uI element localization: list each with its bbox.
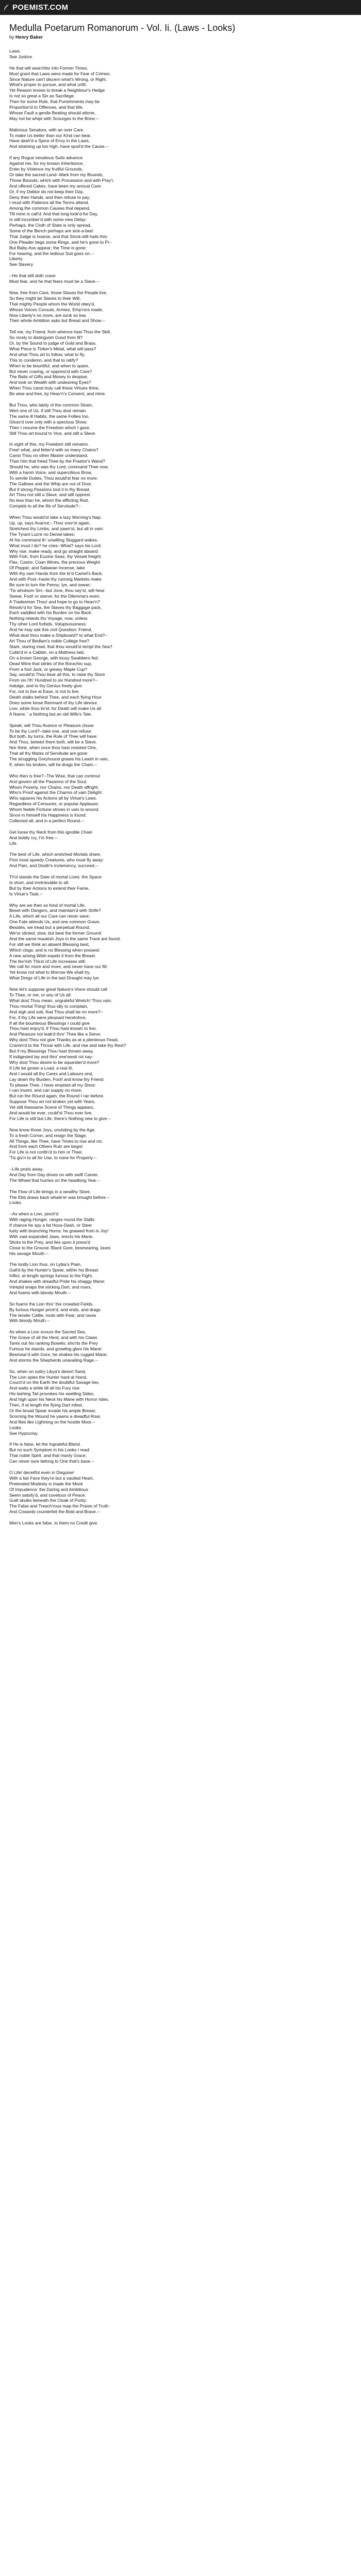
poem-line: When Thou canst truly call these Virtues thine,	[9, 385, 100, 391]
site-header	[0, 0, 361, 15]
poem-line: Does some loose Remnant of thy Life devour.	[9, 700, 98, 705]
poem-line: Couch'd on the Earth the doubtful Savage lies,	[9, 1380, 100, 1385]
poem-line: And he may ask this civil Question: Friend,	[9, 627, 92, 633]
poem-line: Since in himself his Happiness is found:	[9, 812, 87, 818]
poem-line: Life.	[9, 840, 18, 846]
poem-line: And offered Cakes, have been my annual Care:	[9, 183, 102, 189]
poem-line: The Grave of all the Herd, and with his Claws	[9, 1335, 97, 1341]
poem-stanza	[9, 852, 352, 869]
poem-line: The struggling Greyhound gnaws his Leash in vain,	[9, 756, 109, 762]
poem-line: The Flow of Life brings in a wealthy Store.	[9, 1189, 91, 1194]
poem-line: What Dregs of Life in the last Draught may lye.	[9, 975, 100, 981]
poem-line: Cubb'd in a Cabbin, on a Mattress laid,	[9, 649, 85, 655]
poem-line: Laws.	[9, 48, 21, 54]
poem-stanza	[9, 1329, 352, 1363]
poem-byline	[9, 34, 352, 41]
logo-text: POEMIST.COM	[12, 3, 69, 12]
poem-line: If Life be grown a Load, a real Ill,	[9, 1065, 73, 1071]
poem-line: A new arising Wish expels it from the Breast.	[9, 953, 96, 958]
poem-line: Th'd stands the Date of mortal Lives: the Space	[9, 874, 102, 879]
poem-line: If all the bounteous Blessings I could give	[9, 1020, 90, 1026]
poem-line: And govern all the Passions of the Soul;	[9, 778, 87, 784]
poem-line: Up, up, says Avarice;--Thou snor'st again,	[9, 520, 91, 526]
poem-stanza	[9, 402, 352, 436]
poem-line: For still we think an absent Blessing best,	[9, 941, 90, 947]
poem-line: And foams with bloody Mouth.--	[9, 1290, 71, 1295]
poem-line: With raging Hunger, ranges round the Stalls:	[9, 1217, 96, 1223]
poem-line: Is Virtue's Task.--	[9, 891, 43, 896]
feather-icon	[3, 4, 10, 11]
poem-line: That Judge is hoarse, and that Stock-still hails this:	[9, 233, 108, 239]
poem-line: The Gallows and the Whip are out of Door.	[9, 481, 92, 486]
poem-line: Why dost Thou desire to be squander'd more?	[9, 1059, 100, 1065]
poem-line: Be sure to turn the Penny; lye, and swear;	[9, 582, 91, 587]
poem-line: Compels to all the Ills of Servitude?--	[9, 503, 81, 509]
poem-line: Thou hast enjoy'd, if Thou hast known to live,	[9, 1026, 97, 1031]
poem-line: What must I do? he cries--What? says his Lord:	[9, 543, 102, 548]
poem-stanza	[9, 829, 352, 846]
poem-line: --He that still doth crave	[9, 273, 56, 279]
poem-line: The tender Cattle, mute with Fear; and raves	[9, 1312, 96, 1318]
poem-line: Or, if my Debtor do not keep their Day,	[9, 189, 84, 194]
poem-line: To servile Duties, Thou would'st fear no more:	[9, 475, 99, 481]
poem-line: Then I resume the Freedom which I gave,	[9, 425, 91, 430]
poem-line: And look on Wealth with undesiring Eyes?	[9, 380, 91, 385]
poem-line: Than him that freed Thee by the Praetor's Wand?	[9, 459, 105, 464]
poem-stanza	[9, 1189, 352, 1206]
poem-line: 'Tis wholsom Sin:--but Jove, thou say'st, will hear:	[9, 587, 106, 593]
poem-line: And Pleasure not leak'd thro' Thee like a Sieve;	[9, 1031, 101, 1037]
poem-line: Yet know not what to Morrow We shall try,	[9, 970, 91, 975]
poem-line: Perhaps, the Cloth of State is only spread,	[9, 223, 92, 228]
poem-line: And boldly cry, I'm free.--	[9, 835, 58, 840]
poem-body	[9, 48, 352, 1526]
poem-line: The Ebb draws back whate'er was brought before.--	[9, 1194, 110, 1200]
poem-line: But both, by turns, the Rule of Thee will have:	[9, 734, 98, 739]
poem-line: By furious Hunger prick'd, and ends, and drags	[9, 1307, 101, 1312]
poem-line: For, if thy Life were pleasant heretofore,	[9, 1014, 87, 1020]
poem-line: And the same maukish Joys in the same Track are found.	[9, 936, 121, 941]
poem-line: A Name, ' a Nothing but an old Wife's Tale.	[9, 711, 92, 717]
poem-line: Wert one of Us, if still Thou dost remain	[9, 408, 86, 413]
poem-line: Seem satisfy'd, and covetous of Peace:	[9, 1492, 86, 1498]
poem-line: With bloody Mouth.--	[9, 1318, 50, 1324]
poem-line: Dead Wine that stinks of the Borachio sup,	[9, 660, 92, 666]
poem-line: Guilt skulks beneath the Cloak of Purity:	[9, 1498, 87, 1503]
poem-title: Medulla Poetarum Romanorum - Vol. Ii. (Laws - Looks)	[9, 23, 236, 33]
poem-line: Each saddled with his Burden on his Back:	[9, 610, 92, 616]
poem-line: The Wheel that hurries on the headlong Year.--	[9, 1177, 101, 1183]
poem-line: If He is false, let the Ingrateful Blend.	[9, 1442, 81, 1447]
poem-line: What dost Thou mean, ungrateful Wretch! Thou vain,	[9, 997, 112, 1003]
poem-line: Which clogs, and is no Blessing when possest:	[9, 947, 101, 953]
poem-line: Still Thou art bound to Vice, and still a Slave.	[9, 430, 96, 436]
poem-line: The False and Treach'rous reap the Praise of Truth:	[9, 1503, 110, 1509]
poem-line: Art Thou of Bedlam's noble College free?	[9, 638, 90, 644]
poem-line: He that will searchfar into Former Times,	[9, 65, 88, 71]
poem-line: Malicious Senators, with an over Care	[9, 127, 84, 132]
poem-line: That all thy Marks of Servitude are gone:	[9, 751, 89, 756]
poem-line: See Hypocrisy.	[9, 1430, 39, 1436]
poem-line: Scorning the Wound he yawns a dreadful Roar,	[9, 1413, 101, 1419]
poem-line: That mighty People whom the World obey'd,	[9, 301, 95, 307]
poem-line: And Day from Day drives on with swift Career,	[9, 1172, 99, 1177]
poem-line: May not be whipt with Scourges to the Bone.--	[9, 115, 99, 121]
poem-line: Must grant that Laws were made for Fear of Crimes:	[9, 71, 111, 76]
poem-line: And Thou, betwixt them both, wilt be a Slave.	[9, 739, 97, 745]
poem-line: Some of the Bench perhaps are sick-a-bed:	[9, 228, 94, 233]
poem-stanza	[9, 1301, 352, 1324]
poem-line: Nothing retards thy Voyage, now, unless	[9, 616, 88, 621]
poem-line: For Life is not confin'd to him or Thee;	[9, 1149, 83, 1155]
poem-line: Who squares his Actions all by Virtue's Laws,	[9, 795, 97, 801]
poem-line: Furious he stands, and growling glars his Mane:	[9, 1346, 103, 1351]
poem-line: In sight of this, my Freedom still remains.	[9, 442, 89, 447]
poem-line: Is short, and irretrievable to all:	[9, 879, 70, 885]
poem-line: And what Thou art to follow, what to fly,	[9, 351, 86, 357]
poem-line: Their whole Ambition asks but Bread and Show.--	[9, 318, 105, 324]
poem-line: Indulge, and to thy Genius freely give:	[9, 683, 83, 689]
poem-line: Be wise and free, by Heav'n's Consent, and mine.	[9, 391, 106, 397]
poem-line: Inflict, at length springs furious to the Fight,	[9, 1273, 93, 1279]
poem-line: As when a Lion scours the Sacred Sea,	[9, 1329, 86, 1335]
poem-line: Whom Poverty, nor Chains, nor Death affright;	[9, 784, 99, 790]
poem-line: A Life, which all our Care can never save;	[9, 913, 90, 919]
poem-line: And straining up too high, have spoil'd the Cause.--	[9, 144, 109, 149]
poem-stanza	[9, 127, 352, 150]
poem-line: Have dash'd a Spice of Envy in the Laws,	[9, 138, 90, 144]
poem-line: That noble Spirit, and that manly Grace,	[9, 1453, 87, 1459]
poem-stanza	[9, 903, 352, 981]
poem-line: What's proper to pursue, and what unfit:	[9, 82, 87, 88]
poem-line: From a foul Jack, or greasy Maple Cup?	[9, 666, 88, 672]
poem-stanza	[9, 773, 352, 824]
poem-line: 'Tis giv'n to all for Use, to none for Property.--	[9, 1155, 97, 1161]
poem-line: Intrepid snaps the sticking Dart, and roars,	[9, 1284, 92, 1290]
poem-line: But if my Blessings Thou hast thrown away,	[9, 1048, 94, 1054]
poem-line: With a harsh Voice, and supercilious Brow,	[9, 469, 92, 475]
poem-line: And storms the Shepherds unavailing Rage.--	[9, 1357, 98, 1363]
poem-line: We call for more and more, and never have our fill:	[9, 964, 108, 970]
poem-line: Is not so great a Sin as Sacrilege.	[9, 93, 75, 99]
poem-line: Why dost Thou not give Thanks as at a plenteous Feast,	[9, 1037, 119, 1043]
poem-line: Should he, who was thy Lord, command Thee now,	[9, 464, 109, 469]
poem-line: And flies like Lightning on the hostile Moor.--	[9, 1419, 95, 1425]
poem-line: Why are we then so fond of mortal Life,	[9, 902, 86, 908]
poem-line: No less than he, whom the afflicting Rod,	[9, 498, 89, 503]
poem-line: See Justice.	[9, 54, 34, 59]
poem-line: Cramm'd to the Throat with Life, and rise and take thy Rest?	[9, 1043, 126, 1048]
poem-line: Of Impudence: the Daring and Ambitious	[9, 1486, 89, 1492]
poem-line: And would be ever, could'st Thou ever live;	[9, 1110, 93, 1116]
poem-line: So they might be Slaves to their Will,	[9, 295, 81, 301]
poem-line: The fev'rish Thirst of Life increases still:	[9, 958, 86, 964]
poem-line: Tell me, my Friend, from whence hast Thou the Skill,	[9, 329, 111, 335]
poem-stanza	[9, 987, 352, 1122]
poem-line: Or the broad Spear invade his ample Breast,	[9, 1408, 96, 1413]
site-logo[interactable]	[3, 3, 68, 12]
poem-line: Besides, we tread but a perpetual Round;	[9, 925, 90, 930]
poem-line: Must fear, and he that fears must be a Slave.--	[9, 279, 100, 284]
poem-line: Free! what, and fetter'd with so many Chains?	[9, 447, 99, 453]
poem-stanza	[9, 1262, 352, 1295]
poem-line: If chance he spy a fat Hous-Dash, or Steer	[9, 1223, 92, 1228]
poem-line: From six i'th' Hundred to six Hundred more?--	[9, 677, 98, 683]
poem-line: If indigested lay and thro' ene'westi rot nay:	[9, 1054, 93, 1059]
poem-stanza	[9, 1211, 352, 1256]
poem-line: And waits a while till all his Fury rise:	[9, 1385, 80, 1391]
poem-line: A Tradesman Thou! and hope to go to Heav'n?	[9, 599, 100, 604]
poem-line: With a fair Face they're but a vaulted Heart,	[9, 1475, 94, 1481]
poem-line: Live, while thou liv'st; for Death will make Us all	[9, 705, 101, 711]
poem-line: Or, by the Sound to judge of Gold and Brass,	[9, 341, 97, 346]
poem-line: Among the common Causes that depend,	[9, 206, 90, 211]
poem-line: Can never sure belong to One that's base.--	[9, 1459, 95, 1464]
poem-line: For hearing, and the tedious Suit goes on.--	[9, 250, 94, 256]
poem-line: Lay down thy Burden, Fool! and know thy Friend.	[9, 1076, 105, 1082]
poem-stanza	[9, 874, 352, 897]
poem-line: --As when a Lion, pinch'd	[9, 1211, 59, 1217]
poem-stanza	[9, 1442, 352, 1464]
poem-line: Suppose Thou art not broken yet with Years,	[9, 1099, 96, 1105]
poem-line: Canst Thou no other Master understand,	[9, 453, 88, 459]
poem-line: To a fresh Corner, and resign the Stage.	[9, 1132, 87, 1138]
poem-stanza	[9, 1470, 352, 1515]
poem-line: To please Thee, I have emptied all my Store:	[9, 1082, 96, 1088]
poem-line: The lordly Lion thus, on Lybia's Plain,	[9, 1262, 82, 1267]
poem-line: But no such Symptom in his Looks I read:	[9, 1447, 90, 1453]
poem-stanza	[9, 329, 352, 397]
poem-line: To be thy Lord?--take one, and one refuse.	[9, 728, 92, 734]
poem-stanza	[9, 515, 352, 717]
poem-line: Besmear'd with Gore, he shakes his rugged Mane;	[9, 1351, 108, 1357]
poem-line: For, not to live at Ease, is not to live.	[9, 689, 80, 694]
poem-line: Now Liberty's no more, are sunk so low,	[9, 312, 87, 318]
poem-line: Beset with Dangers, and maintain'd with Strife?	[9, 908, 101, 913]
poem-line: Stark, staring mad, that thou would'st tempt the Sea?	[9, 643, 112, 649]
poem-line: So nicely to distinguish Good from Ill?	[9, 335, 83, 341]
poem-line: Whose Fault a gentle Beating should attone,	[9, 110, 96, 115]
poem-line: At his command th' unwilling Sluggard wakes.	[9, 537, 99, 543]
poem-stanza	[9, 1166, 352, 1183]
poem-line: Get loose thy Neck from this ignoble Chain	[9, 829, 93, 835]
poem-line: Enter by Violence my fruitful Grounds,	[9, 166, 83, 172]
poem-line: Death stalks behind Thee, and each flying Hour	[9, 694, 102, 700]
poem-line: I must with Patience all the Terms attend,	[9, 200, 89, 206]
poem-line: Is still incumber'd with some new Delay:	[9, 217, 87, 223]
poem-line: Pretended Modesty is made the Mock	[9, 1481, 83, 1486]
poem-line: Men's Looks are false, to them no Credit give.	[9, 1520, 99, 1526]
poem-line: Looks.	[9, 1200, 23, 1206]
poem-line: Then, if at length the flying Dart infest,	[9, 1402, 84, 1408]
poem-line: But if strong Passions lord it in thy Breast,	[9, 486, 91, 492]
poem-line: All Things, like Thee, have Times to rise and rot,	[9, 1138, 103, 1144]
poem-line: Art Thou not still a Slave, and still opprest.	[9, 492, 91, 498]
poem-line: Sticks to the Prey, and lies upon it press'd	[9, 1239, 90, 1245]
poem-line: Then for some Rule, that Punishments may be	[9, 99, 100, 105]
poem-stanza	[9, 48, 352, 60]
poem-line: Liberty.	[9, 256, 24, 262]
poem-line: Resolv'd for Sea, the Slaves thy Baggage pack,	[9, 604, 102, 610]
poem-line: Who then is free?--The Wise, that can controul	[9, 773, 100, 778]
poem-line: And shakes with dreadful Pride his shaggy Mane:	[9, 1279, 106, 1284]
poem-stanza	[9, 155, 352, 267]
poem-line: One Fate attends Us, and one common Grave.	[9, 919, 101, 925]
poem-line: Whom feeble Fortune strives in vain to wound,	[9, 807, 100, 812]
poem-line: If any Rogue vexatious Suits advance	[9, 155, 83, 161]
poem-line: And I would all thy Cares and Labours end,	[9, 1071, 93, 1076]
poem-line: O Life! deceitful even in Disguise!	[9, 1469, 75, 1475]
poem-line: And Pain, and Death's inclemency, succeed.--	[9, 863, 99, 869]
poem-line: So, when on sultry Libya's desert Sand,	[9, 1368, 87, 1374]
poem-line: With Fish, from Euxine Seas, thy Vessel freight;	[9, 554, 102, 560]
poem-line: When Thou would'st take a lazy Morning's Nap;	[9, 515, 102, 520]
poem-line: Now know those Joys, unvisiting by the Age,	[9, 1127, 96, 1132]
poem-line: Thou mortal Thing! thus idly to complain,	[9, 1003, 88, 1009]
poem-line: And sigh and sob, that Thou shalt be no more?--	[9, 1009, 104, 1014]
poem-line: Regardless of Censures, or popular Applause;	[9, 801, 99, 807]
poem-line: With thy own Hands from the tir'd Camel's Back;	[9, 571, 103, 577]
poem-line: If, when his broken, will he drags the Chain.--	[9, 761, 97, 767]
poem-line: lusty with branching Horns: he gnawed from in Joy!	[9, 1228, 109, 1233]
poem-line: Of Pepper, and Sabaean Incense, take	[9, 565, 85, 571]
poem-line: His savage Mouth.--	[9, 1250, 49, 1256]
poem-content	[9, 23, 352, 1532]
poem-line: But never craving, or oppress'd with Care?	[9, 368, 92, 374]
poem-line: Or take the sacred Land--Mark from my Bounds;	[9, 172, 104, 177]
poem-line: This to condemn, and that to ratify?	[9, 357, 78, 363]
poem-line: Swear, Fool! or starve: for the Dilemma's even:	[9, 593, 101, 599]
poem-line: Against me, for my known Inheritance,	[9, 161, 84, 166]
poem-line: But run the Round again, the Round I ran before.	[9, 1093, 105, 1099]
poem-line: Looks.	[9, 1425, 23, 1430]
poem-line: And high upon his Neck his Mane with Horror rides.	[9, 1397, 109, 1402]
poem-line: But Thou, who lately of the common Strain,	[9, 402, 93, 408]
poem-line: See Slavery.	[9, 262, 34, 267]
poem-line: Whose Voices Consuls, Armies, Emp'rors made,	[9, 307, 104, 312]
poem-line: Deny their Hands, and then refuse to pay;	[9, 194, 91, 200]
poem-line: Thy other Lord forbids, Voluptuousness:	[9, 621, 87, 627]
poem-line: Nor think, when once thou hast resisted One,	[9, 745, 97, 751]
poem-line: To make Us better than our Kind can bear,	[9, 132, 92, 138]
poem-line: First most speedy Creatures, who must fly away:	[9, 857, 104, 863]
poem-line: Close to the Ground. Black Gore, besmearing, laves	[9, 1245, 111, 1250]
poem-stanza	[9, 723, 352, 768]
poem-stanza	[9, 1127, 352, 1161]
poem-stanza	[9, 273, 352, 284]
poem-line: With vast expanded Jaws, erects his Mane,	[9, 1233, 94, 1239]
poem-line: Gall'd by the Hunter's Spear, within his Breast:	[9, 1267, 100, 1273]
poem-line: Say, would'st Thou bear all this, to raise thy Store	[9, 672, 105, 677]
poem-line: The best of Life, which wretched Mortals share,	[9, 852, 102, 857]
poem-line: On a brown George, with lousy Swabbers fed;	[9, 655, 99, 660]
poem-line: The Lion spies the Hunter hard at Hand,	[9, 1374, 88, 1380]
poem-line: Now, free from Care, those Slaves the People live,	[9, 290, 107, 295]
poem-line: But by their Actions to extend their Fame,	[9, 885, 90, 891]
poem-stanza	[9, 442, 352, 509]
poem-line: To Thee, or me, or any of Us all:	[9, 992, 72, 997]
poem-line: And Cowards counterfeit the Bold and Brave.--	[9, 1509, 100, 1515]
poem-line: Why rise, make ready, and go straight aboard:	[9, 548, 99, 554]
poem-stanza	[9, 1369, 352, 1436]
poem-line: Now let's suppose great Nature's Voice should call	[9, 987, 107, 992]
poem-stanza	[9, 65, 352, 122]
by-label: by	[9, 35, 14, 40]
poem-stanza	[9, 1520, 352, 1526]
poem-line: The Baits of Gifts and Money to despise,	[9, 374, 89, 380]
poem-line: What dost thou make a Shipboard? to what End?--	[9, 633, 108, 638]
author-name[interactable]: Henry Baker	[15, 35, 43, 40]
poem-line: Proportion'd to Offences, and that We,	[9, 105, 84, 110]
poem-line: And from each Others Ruin are begot:	[9, 1144, 84, 1149]
poem-line: For Life is still but Life, there's Nothing new to give.--	[9, 1115, 111, 1121]
poem-line: Tares out his ranking Bowels: sho'rts the Prey	[9, 1341, 98, 1346]
poem-line: Stretchest thy Limbs, and yawn'st, but all in vain:	[9, 526, 104, 531]
poem-line: Yet still thessame Scene of Things appears,	[9, 1105, 94, 1110]
poem-line: So foams the Lion thro' the crowded Fields,	[9, 1301, 94, 1307]
poem-line: --Life posts away,	[9, 1166, 43, 1172]
poem-line: One Pleader begs some Rings, and he's gone to Pi--	[9, 239, 112, 245]
poem-line: But Baby-Ass appear; the Time is gone:	[9, 245, 87, 250]
poem-line: Speak; wilt Thou Avarice or Pleasure chuse	[9, 722, 94, 728]
poem-stanza	[9, 290, 352, 324]
poem-line: Yet Reason knows to break a Neighbour's Hedge	[9, 88, 105, 93]
poem-line: Collected all, and in a perfect Round.--	[9, 818, 85, 823]
poem-line: I can invent, and can supply no more;	[9, 1088, 83, 1093]
poem-line: We're stinted, slow, but beat the former Ground:	[9, 930, 103, 936]
poem-line: And with Post--haste thy running Markets make.	[9, 577, 103, 582]
poem-line: The same ill Habits, the same Follies too,	[9, 413, 90, 419]
poem-line: Gloss'd over only with a specious Show:	[9, 419, 88, 425]
poem-line: Flax, Castor, Coan Wines, the precious Weight	[9, 560, 101, 565]
poem-line: Till mine is call'd: And that long-look'd-for Day,	[9, 211, 99, 217]
poem-line: Those Bounds, which with Procession and with Pray'r,	[9, 177, 114, 183]
poem-line: What Piece is Tinker's Metal, what will pass?	[9, 346, 96, 351]
poem-line: The Tyrant Lucre no Denial takes;	[9, 531, 75, 537]
poem-line: When to be bountiful, and when to spare,	[9, 363, 89, 368]
poem-line: Since Nature can't discern what's Wrong, or Right,	[9, 76, 107, 82]
poem-line: His lashing Tail provokes his swelling Sides,	[9, 1391, 95, 1397]
poem-line: Who's Proof against the Charms of vain Delight:	[9, 790, 103, 795]
